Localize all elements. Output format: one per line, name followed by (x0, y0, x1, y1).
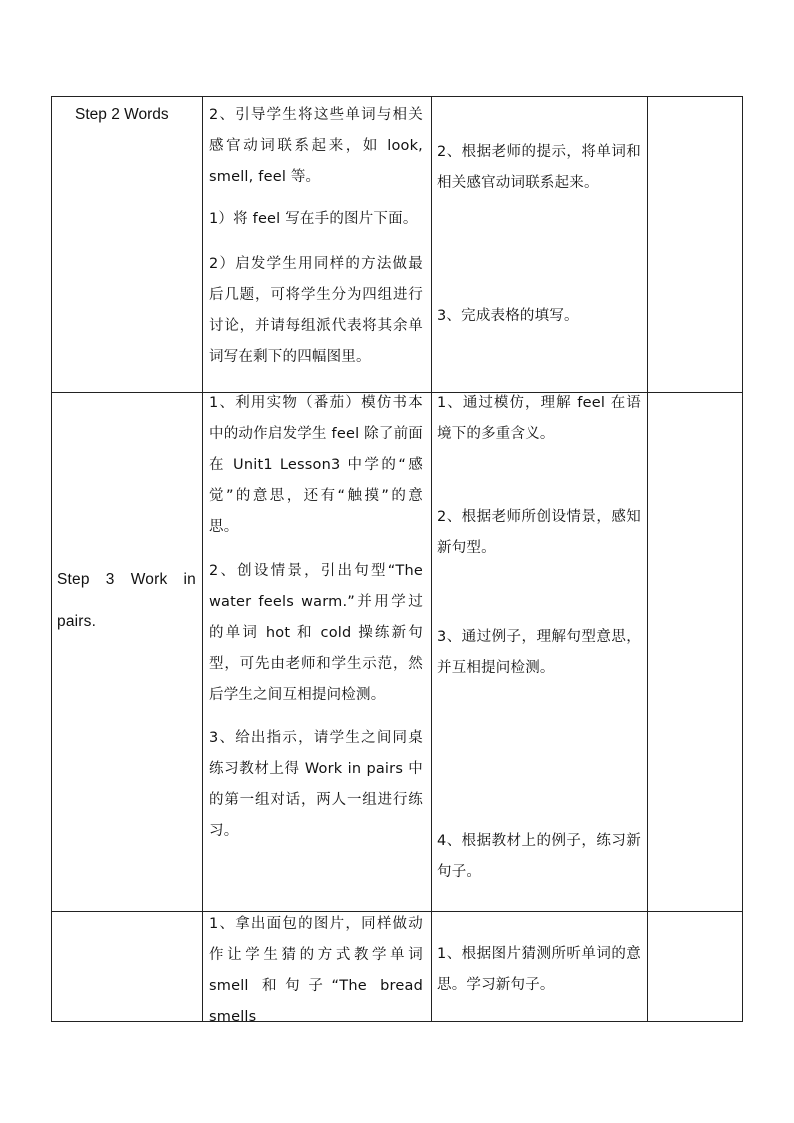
column-divider (647, 96, 648, 1021)
notes-cell (647, 393, 743, 912)
notes-cell (647, 912, 743, 1021)
step-cell (51, 393, 202, 912)
step-label: Step 3 Work in pairs. (57, 571, 196, 630)
teacher-activity-cell (202, 912, 431, 1025)
teacher-step-3: 3、给出指示，请学生之间同桌练习教材上得 Work in pairs 中的第一组对话，两人一组进行练习。 (209, 730, 423, 839)
student-step-2: 2、根据老师所创设情景，感知新句型。 (437, 509, 641, 556)
teacher-step-1: 1、利用实物（番茄）模仿书本中的动作启发学生 feel 除了前面在 Unit1 Lesson3 中学的“感觉”的意思，还有“触摸”的意思。 (209, 395, 423, 535)
teacher-step-2: 2、引导学生将这些单词与相关感官动词联系起来，如 look, smell, feel 等。 (209, 107, 423, 185)
table-row (51, 96, 743, 393)
student-activity-cell (431, 97, 647, 393)
teacher-step-1: 1、拿出面包的图片，同样做动作让学生猜的方式教学单词 smell 和句子“The bread smells (209, 916, 423, 1025)
table-row (51, 911, 743, 1025)
step-cell (51, 912, 202, 1021)
student-activity-cell (431, 393, 647, 912)
teacher-activity-cell (202, 97, 431, 393)
notes-cell (647, 97, 743, 393)
step-label: Step 2 Words (75, 106, 169, 123)
student-activity-cell (431, 912, 647, 1021)
teacher-activity-cell (202, 393, 431, 912)
teacher-substep-1: 1）将 feel 写在手的图片下面。 (209, 211, 418, 227)
column-divider (742, 96, 743, 1021)
student-step-2: 2、根据老师的提示，将单词和相关感官动词联系起来。 (437, 144, 641, 191)
column-divider (431, 96, 432, 1021)
student-step-3: 3、完成表格的填写。 (437, 308, 579, 324)
student-step-1: 1、根据图片猜测所听单词的意思。学习新句子。 (437, 946, 641, 993)
column-divider (202, 96, 203, 1021)
teacher-substep-2: 2）启发学生用同样的方法做最后几题，可将学生分为四组进行讨论，并请每组派代表将其余单词写在剩下的四幅图里。 (209, 256, 423, 365)
student-step-3: 3、通过例子，理解句型意思，并互相提问检测。 (437, 629, 641, 676)
table-row (51, 392, 743, 912)
lesson-plan-table (51, 96, 743, 1025)
student-step-4: 4、根据教材上的例子，练习新句子。 (437, 833, 641, 880)
teacher-step-2: 2、创设情景，引出句型“The water feels warm.”并用学过的单词 hot 和 cold 操练新句型，可先由老师和学生示范，然后学生之间互相提问检测。 (209, 563, 423, 703)
column-divider (51, 96, 52, 1021)
student-step-1: 1、通过模仿，理解 feel 在语境下的多重含义。 (437, 395, 641, 442)
step-cell (51, 97, 202, 393)
